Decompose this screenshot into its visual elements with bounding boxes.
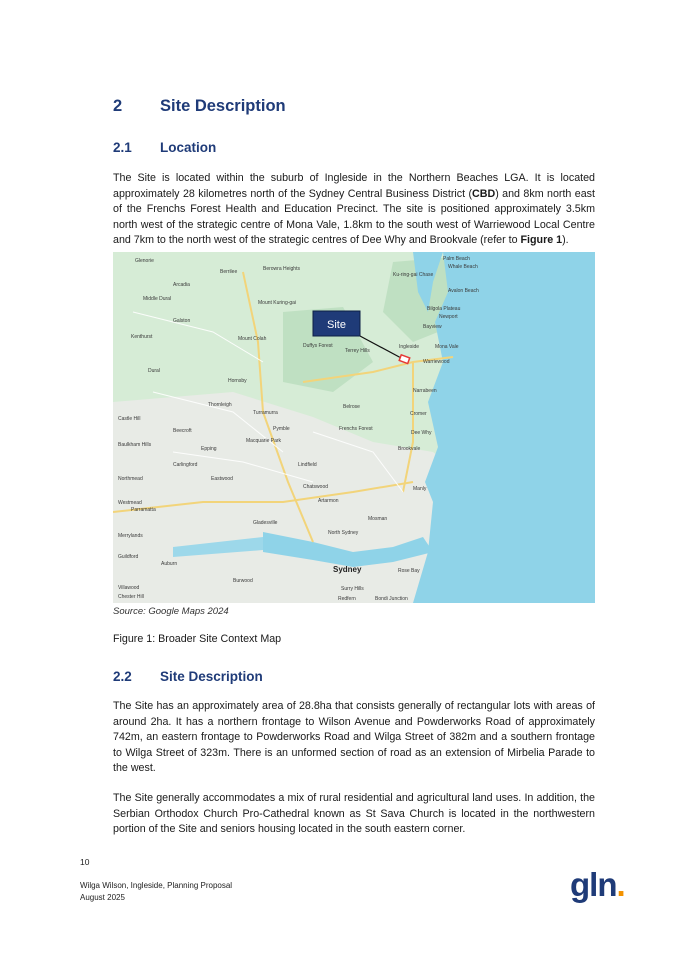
map-label: Manly	[413, 486, 427, 492]
site-label-text: Site	[327, 319, 346, 331]
subsection-number: 2.2	[113, 669, 132, 684]
map-label: Rose Bay	[398, 568, 420, 574]
map-label: Chester Hill	[118, 594, 144, 600]
map-label: Castle Hill	[118, 416, 141, 422]
location-text-1: The Site is located within the suburb of Ingleside in the Northern Beaches LGA. It is located approximately 28 kilometres north of the Sydney Central Business District (	[113, 172, 595, 200]
logo-text: gln	[570, 866, 617, 903]
map-label: Frenchs Forest	[339, 426, 373, 432]
section-number: 2	[113, 97, 123, 115]
map-label: Macquarie Park	[246, 438, 282, 444]
map-label: Parramatta	[131, 507, 156, 513]
page-number: 10	[80, 857, 90, 867]
map-label: Ingleside	[399, 344, 420, 350]
map-label: Chatswood	[303, 484, 329, 490]
map-label: Berowra Heights	[263, 266, 300, 272]
subsection-number: 2.1	[113, 140, 132, 155]
map-label: Middle Dural	[143, 296, 172, 302]
map-label: Cromer	[410, 411, 427, 417]
logo-dot: .	[616, 866, 625, 903]
map-label: Duffys Forest	[303, 343, 333, 349]
map-label: Burwood	[233, 578, 253, 584]
map-label: Mount Kuring-gai	[258, 300, 297, 306]
map-label-sydney: Sydney	[333, 565, 362, 574]
site-description-paragraph-2: The Site generally accommodates a mix of rural residential and agricultural land uses. In addition, the Serbian Orthodox Church Pro-Cathedral known as St Sava Church is located in the northwestern portion of the Site and seniors housing located in the south eastern corner.	[113, 792, 595, 835]
subsection-title: Location	[160, 140, 217, 155]
map-label: Berrilee	[220, 269, 238, 275]
subsection-title: Site Description	[160, 669, 263, 684]
map-label: Bondi Junction	[375, 596, 408, 602]
map-label: Bilgola Plateau	[427, 306, 461, 312]
map-label: Epping	[201, 446, 217, 452]
map-label: Avalon Beach	[448, 288, 479, 294]
location-text-3: ).	[562, 234, 569, 246]
gln-logo	[570, 866, 625, 904]
section-heading	[113, 97, 286, 116]
map-label: Whale Beach	[448, 264, 478, 270]
map-label: Dee Why	[411, 430, 432, 436]
footer-document-title: Wilga Wilson, Ingleside, Planning Proposal	[80, 881, 233, 890]
map-label: Mount Colah	[238, 336, 267, 342]
map-label: Narrabeen	[413, 388, 437, 394]
map-label: Warriewood	[423, 359, 450, 365]
map-label: Beecroft	[173, 428, 192, 434]
map-label: Baulkham Hills	[118, 442, 152, 448]
map-label: Pymble	[273, 426, 290, 432]
map-label: Ku-ring-gai Chase	[393, 272, 434, 278]
map-label: Palm Beach	[443, 256, 470, 262]
figure-caption: Figure 1: Broader Site Context Map	[113, 633, 282, 645]
site-context-map	[113, 252, 595, 603]
map-label: Kenthurst	[131, 334, 153, 340]
map-label: Lindfield	[298, 462, 317, 468]
map-label: Guildford	[118, 554, 139, 560]
map-label: Dural	[148, 368, 160, 374]
map-label: Arcadia	[173, 282, 190, 288]
footer-date: August 2025	[80, 893, 125, 902]
map-label: North Sydney	[328, 530, 359, 536]
subsection-heading-location	[113, 140, 216, 155]
map-label: Surry Hills	[341, 586, 364, 592]
map-label: Northmead	[118, 476, 143, 482]
map-label: Belrose	[343, 404, 360, 410]
map-label: Bayview	[423, 324, 442, 330]
map-label: Turramurra	[253, 410, 278, 416]
map-label: Eastwood	[211, 476, 233, 482]
map-svg	[113, 252, 595, 603]
cbd-bold: CBD	[472, 187, 496, 200]
map-label: Glenorie	[135, 258, 154, 264]
map-label: Thornleigh	[208, 402, 232, 408]
map-label: Mosman	[368, 516, 388, 522]
map-source-caption: Source: Google Maps 2024	[113, 606, 229, 617]
map-label: Auburn	[161, 561, 178, 567]
map-label: Artarmon	[318, 498, 339, 504]
map-label: Galston	[173, 318, 191, 324]
map-label: Villawood	[118, 585, 140, 591]
map-label: Newport	[439, 314, 458, 320]
map-label: Westmead	[118, 500, 142, 506]
site-description-paragraph-1: The Site has an approximately area of 28.8ha that consists generally of rectangular lots with areas of around 2ha. It has a northern frontage to Wilson Avenue and Powderworks Road of approximately 742m, an eastern frontage to Powderworks Road and Wilga Street of 382m and a southern frontage to Wilga Street of 323m. There is an unformed section of road as an extension of Mirbelia Parade to the west.	[113, 700, 595, 774]
figure-ref-bold: Figure 1	[520, 234, 563, 246]
map-label: Terrey Hills	[345, 348, 370, 354]
map-label: Redfern	[338, 596, 356, 602]
map-label: Brookvale	[398, 446, 421, 452]
subsection-heading-site-description	[113, 669, 263, 684]
map-label: Hornsby	[228, 378, 247, 384]
section-title: Site Description	[160, 97, 286, 115]
map-label: Mona Vale	[435, 344, 459, 350]
map-label: Merrylands	[118, 533, 143, 539]
map-label: Gladesville	[253, 520, 278, 526]
map-label: Carlingford	[173, 462, 198, 468]
location-text-2: ) and 8km north east of the Frenchs Forest Health and Education Precinct. The site is positioned approximately 3.5km north west of the strategic centre of Mona Vale, 1.8km to the south west of Warriewood Local Centre and 7km to the north west of the strategic centres of Dee Why and Brookvale (refer to	[113, 187, 595, 246]
location-paragraph	[113, 171, 595, 249]
